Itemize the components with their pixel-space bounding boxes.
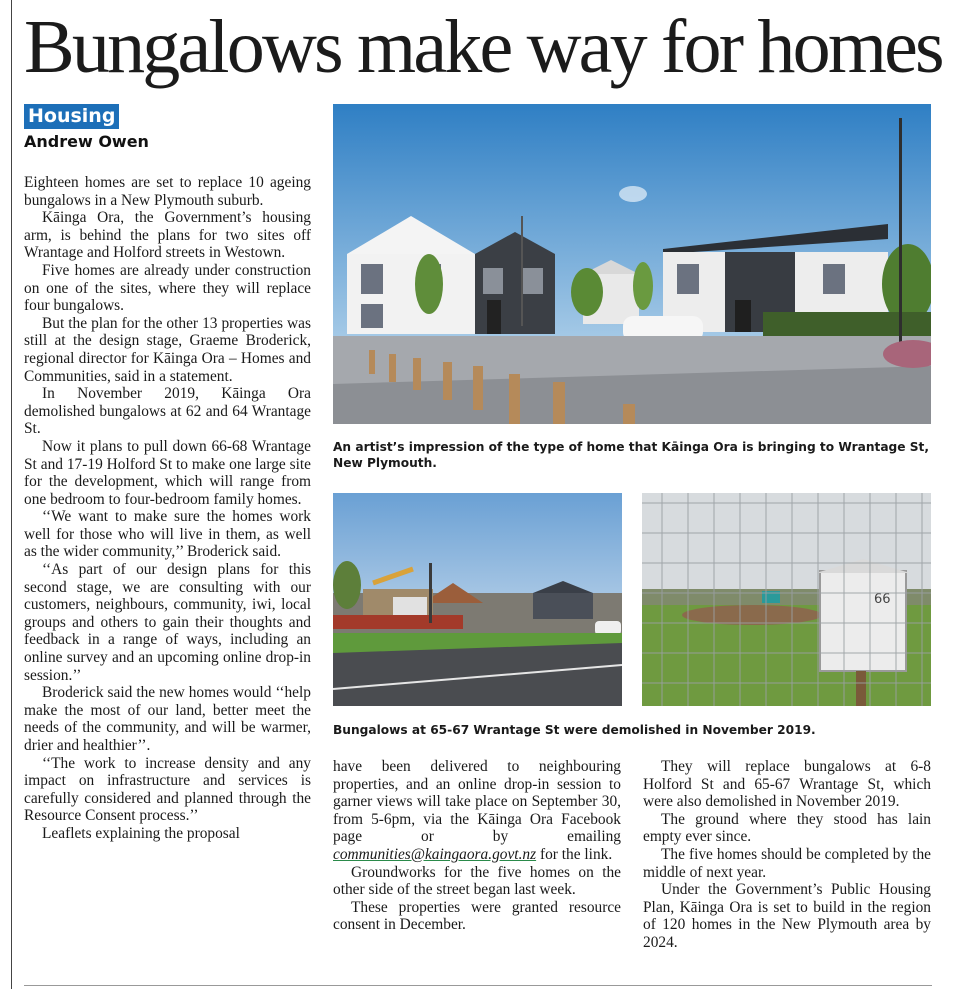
paragraph: Now it plans to pull down 66-68 Wrantage St and 17-19 Holford St to make one large site for the development, which will range from one bedroom to four-bedroom family homes. bbox=[24, 437, 311, 508]
article-column-2 bbox=[333, 758, 621, 934]
paragraph: But the plan for the other 13 properties was still at the design stage, Graeme Broderick, regional director for Kāinga Ora – Homes and Communities, said in a statement. bbox=[24, 314, 311, 385]
byline: Andrew Owen bbox=[24, 132, 149, 151]
paragraph: ‘‘As part of our design plans for this second stage, we are consulting with our customers, neighbours, community, iwi, local groups and others to gain their thoughts and feedback in a range of ways, including an online survey and an upcoming online drop-in session.’’ bbox=[24, 561, 311, 684]
paragraph: The five homes should be completed by the middle of next year. bbox=[643, 845, 931, 881]
paragraph: Leaflets explaining the proposal bbox=[42, 824, 240, 842]
bottom-rule bbox=[24, 985, 932, 986]
demolition-photo bbox=[333, 493, 622, 706]
artist-impression-photo bbox=[333, 104, 931, 424]
paragraph: Under the Government’s Public Housing Plan, Kāinga Ora is set to build in the region of 120 homes in the New Plymouth area by 2024. bbox=[643, 881, 931, 951]
paragraph: Eighteen homes are set to replace 10 ageing bungalows in a New Plymouth suburb. bbox=[24, 174, 311, 209]
headline: Bungalows make way for homes bbox=[24, 5, 942, 89]
lot-sign-number: 66 bbox=[874, 592, 891, 607]
paragraph: ‘‘The work to increase density and any impact on infrastructure and services is carefully considered and planned through the Resource Consent process.’’ bbox=[24, 754, 311, 825]
photo-caption-main: An artist’s impression of the type of home that Kāinga Ora is bringing to Wrantage St, New Plymouth. bbox=[333, 440, 930, 470]
paragraph: ‘‘We want to make sure the homes work well for those who will live in them, as well as the wider community,’’ Broderick said. bbox=[24, 508, 311, 561]
paragraph: In November 2019, Kāinga Ora demolished bungalows at 62 and 64 Wrantage St. bbox=[24, 385, 311, 438]
fenced-lot-photo bbox=[642, 493, 931, 706]
email-link[interactable]: communities@kaingaora.govt.nz bbox=[333, 845, 537, 863]
paragraph: Five homes are already under construction on one of the sites, where they will replace four bungalows. bbox=[24, 261, 311, 315]
paragraph: They will replace bungalows at 6-8 Holford St and 65-67 Wrantage St, which were also demolished in November 2019. bbox=[643, 758, 931, 811]
paragraph: Broderick said the new homes would ‘‘help make the most of our land, better meet the needs of the community, and will be warmer, drier and healthier’’. bbox=[24, 684, 311, 754]
paragraph: Kāinga Ora, the Government’s housing arm, is behind the plans for two sites off Wrantage and Holford streets in Westown. bbox=[24, 209, 311, 262]
article-column-1 bbox=[24, 174, 311, 843]
paragraph: have been delivered to neighbouring properties, and an online drop-in session to garner views will take place on September 30, from 5-6pm, via the Kāinga Ora Facebook page or by emailing communities@kaingaora.govt.nz for the link. bbox=[333, 758, 621, 863]
paragraph: Groundworks for the five homes on the other side of the street began last week. bbox=[333, 863, 621, 899]
paragraph: The ground where they stood has lain empty ever since. bbox=[643, 810, 931, 846]
photo-caption-demolition: Bungalows at 65-67 Wrantage St were demolished in November 2019. bbox=[333, 723, 816, 737]
page-edge-rule bbox=[11, 0, 12, 989]
paragraph: These properties were granted resource consent in December. bbox=[333, 898, 621, 934]
article-column-3 bbox=[643, 758, 931, 952]
section-label: Housing bbox=[24, 104, 119, 129]
